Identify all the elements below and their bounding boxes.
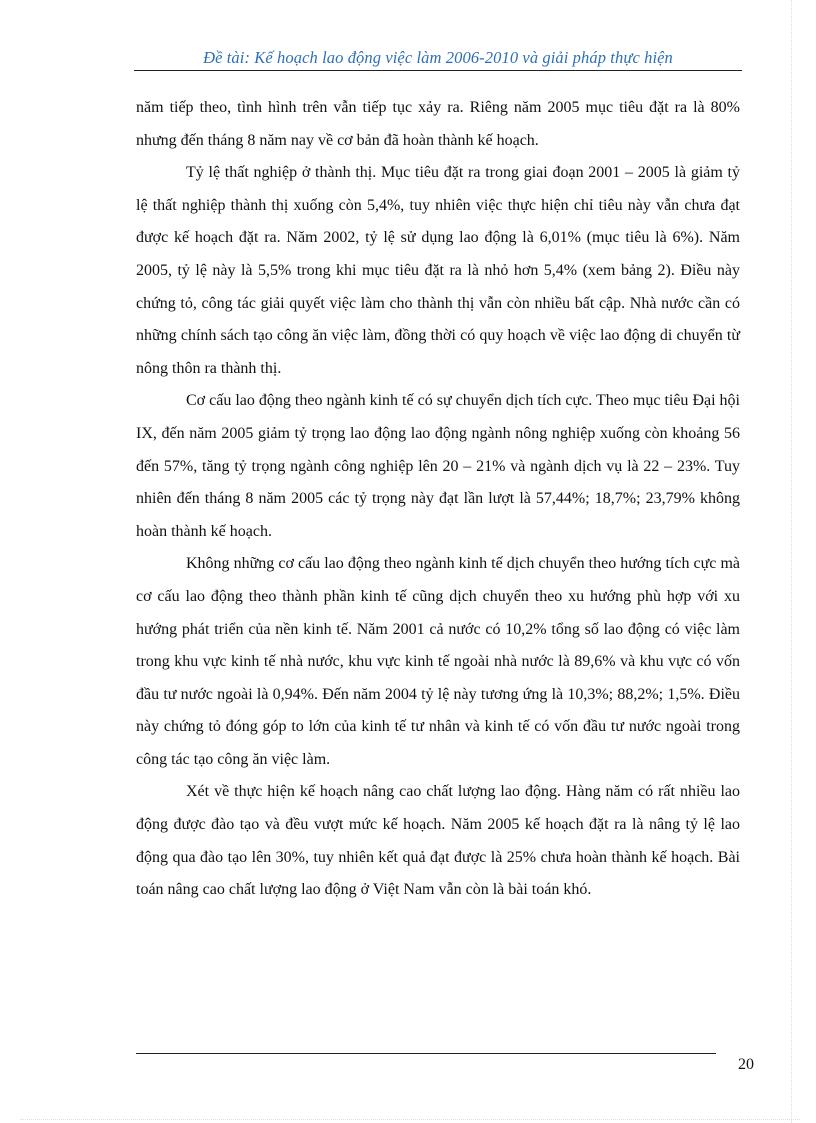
page-number: 20 <box>738 1056 754 1073</box>
footer-divider <box>136 1053 716 1054</box>
page-edge-right <box>791 0 792 1123</box>
paragraph-urban-unemployment: Tỷ lệ thất nghiệp ở thành thị. Mục tiêu đặt ra trong giai đoạn 2001 – 2005 là giảm tỷ lệ thất nghiệp thành thị xuống còn 5,4%, tuy nhiên việc thực hiện chỉ tiêu này vẫn chưa đạt được kế hoạch đặt ra. Năm 2002, tỷ lệ sử dụng lao động là 6,01% (mục tiêu là 6%). Năm 2005, tỷ lệ này là 5,5% trong khi mục tiêu đặt ra là nhỏ hơn 5,4% (xem bảng 2). Điều này chứng tỏ, công tác giải quyết việc làm cho thành thị vẫn còn nhiều bất cập. Nhà nước cần có những chính sách tạo công ăn việc làm, đồng thời có quy hoạch về việc lao động di chuyển từ nông thôn ra thành thị. <box>136 164 740 377</box>
page-edge-bottom <box>20 1119 800 1120</box>
header-divider <box>134 70 742 71</box>
document-body <box>136 92 740 907</box>
paragraph-labor-structure-by-sector: Cơ cấu lao động theo ngành kinh tế có sự chuyển dịch tích cực. Theo mục tiêu Đại hội IX, đến năm 2005 giảm tỷ trọng lao động lao động ngành nông nghiệp xuống còn khoảng 56 đến 57%, tăng tỷ trọng ngành công nghiệp lên 20 – 21% và ngành dịch vụ là 22 – 23%. Tuy nhiên đến tháng 8 năm 2005 các tỷ trọng này đạt lần lượt là 57,44%; 18,7%; 23,79% không hoàn thành kế hoạch. <box>136 392 740 540</box>
running-header-title: Đề tài: Kế hoạch lao động việc làm 2006-2010 và giải pháp thực hiện <box>203 48 673 67</box>
paragraph-continuation: năm tiếp theo, tình hình trên vẫn tiếp tục xảy ra. Riêng năm 2005 mục tiêu đặt ra là 80% nhưng đến tháng 8 năm nay về cơ bản đã hoàn thành kế hoạch. <box>136 99 740 149</box>
paragraph-labor-structure-by-ownership: Không những cơ cấu lao động theo ngành kinh tế dịch chuyển theo hướng tích cực mà cơ cấu lao động theo thành phần kinh tế cũng dịch chuyển theo xu hướng phù hợp với xu hướng phát triển của nền kinh tế. Năm 2001 cả nước có 10,2% tổng số lao động có việc làm trong khu vực kinh tế nhà nước, khu vực kinh tế ngoài nhà nước là 89,6% và khu vực có vốn đầu tư nước ngoài là 0,94%. Đến năm 2004 tỷ lệ này tương ứng là 10,3%; 88,2%; 1,5%. Điều này chứng tỏ đóng góp to lớn của kinh tế tư nhân và kinh tế có vốn đầu tư nước ngoài trong công tác tạo công ăn việc làm. <box>136 555 740 768</box>
paragraph-labor-quality: Xét về thực hiện kế hoạch nâng cao chất lượng lao động. Hàng năm có rất nhiều lao động được đào tạo và đều vượt mức kế hoạch. Năm 2005 kế hoạch đặt ra là nâng tỷ lệ lao động qua đào tạo lên 30%, tuy nhiên kết quả đạt được là 25% chưa hoàn thành kế hoạch. Bài toán nâng cao chất lượng lao động ở Việt Nam vẫn còn là bài toán khó. <box>136 783 740 899</box>
